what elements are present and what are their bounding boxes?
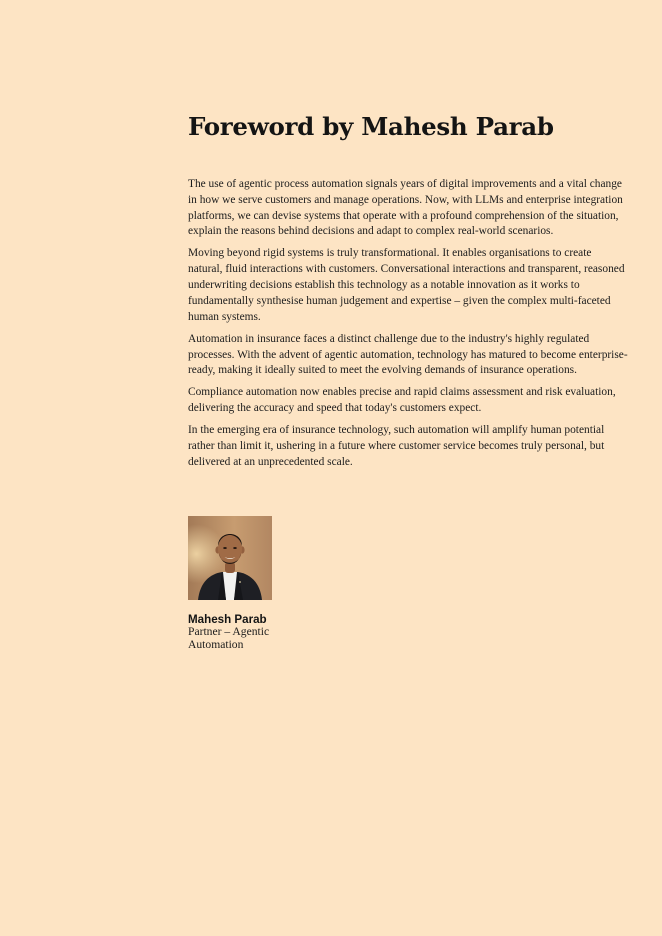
page-title: Foreword by Mahesh Parab — [188, 112, 554, 141]
paragraph: Automation in insurance faces a distinct challenge due to the industry's highly regulated processes. With the advent of agentic automation, technology has matured to become enterprise-ready, making it ideally suited to meet the evolving demands of insurance operations. — [188, 332, 628, 377]
author-name: Mahesh Parab — [188, 613, 267, 626]
paragraph: The use of agentic process automation signals years of digital improvements and a vital change in how we serve customers and manage operations. Now, with LLMs and enterprise integration platforms, we can devise systems that operate with a profound comprehension of the situation, explain the reasons behind decisions and adapt to complex real-world scenarios. — [188, 178, 623, 238]
paragraph: Moving beyond rigid systems is truly transformational. It enables organisations to create natural, fluid interactions with customers. Conversational interactions and transparent, reasoned underwriting decisions establish this technology as a notable innovation as it works to fundamentally synthesise human judgement and expertise – given the complex multi-faceted human systems. — [188, 247, 625, 323]
paragraph: Compliance automation now enables precise and rapid claims assessment and risk evaluation, delivering the accuracy and speed that today's customers expect. — [188, 386, 616, 415]
foreword-body — [188, 177, 628, 477]
paragraph: In the emerging era of insurance technology, such automation will amplify human potential rather than limit it, ushering in a future where customer service becomes truly personal, but delivered at an unprecedented scale. — [188, 424, 605, 468]
author-portrait — [188, 516, 272, 600]
author-role: Partner – Agentic Automation — [188, 625, 270, 651]
